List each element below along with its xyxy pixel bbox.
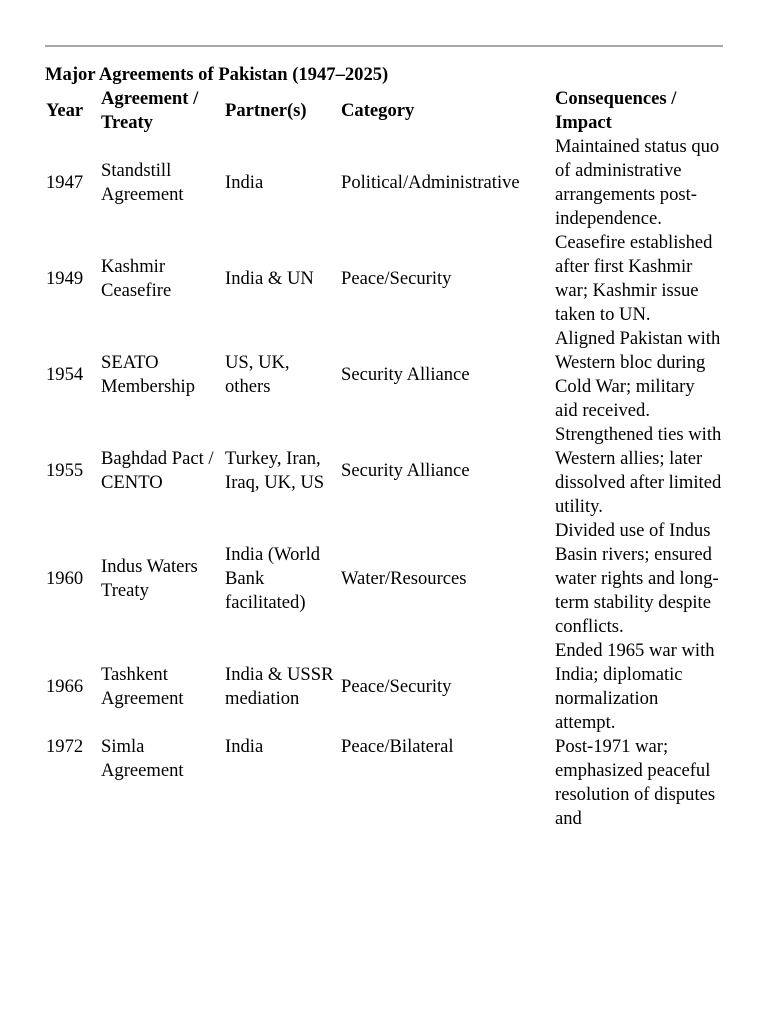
table-row (45, 135, 723, 231)
cell-category: Water/Resources (341, 568, 467, 589)
horizontal-rule (45, 45, 723, 47)
cell-impact: Divided use of Indus Basin rivers; ensured water rights and long-term stability despite conflicts. (555, 520, 719, 637)
column-header-impact: Consequences / Impact (555, 88, 677, 133)
column-header-partners: Partner(s) (225, 100, 307, 121)
table-row (45, 519, 723, 639)
cell-category: Political/Administrative (341, 172, 520, 193)
cell-partners: India (World Bank facilitated) (225, 544, 321, 613)
cell-agreement: Baghdad Pact / CENTO (101, 448, 214, 493)
table-row (45, 327, 723, 423)
cell-impact: Post-1971 war; emphasized peaceful resolution of disputes and (555, 736, 716, 829)
cell-category: Peace/Security (341, 676, 452, 697)
cell-year: 1960 (46, 568, 84, 589)
cell-impact: Maintained status quo of administrative arrangements post-independence. (555, 136, 720, 229)
table-row (45, 735, 723, 831)
cell-category: Peace/Security (341, 268, 452, 289)
table-row (45, 231, 723, 327)
cell-agreement: Standstill Agreement (101, 160, 184, 205)
cell-agreement: Kashmir Ceasefire (101, 256, 172, 301)
cell-year: 1972 (46, 736, 84, 757)
document-body (45, 63, 723, 831)
cell-agreement: SEATO Membership (101, 352, 195, 397)
cell-year: 1954 (46, 364, 84, 385)
cell-partners: India & USSR mediation (225, 664, 334, 709)
cell-category: Peace/Bilateral (341, 736, 454, 757)
cell-partners: India & UN (225, 268, 314, 289)
cell-year: 1966 (46, 676, 84, 697)
cell-agreement: Tashkent Agreement (101, 664, 184, 709)
column-header-year: Year (46, 100, 84, 121)
table-caption: Major Agreements of Pakistan (1947–2025) (45, 64, 389, 85)
cell-year: 1955 (46, 460, 84, 481)
cell-impact: Aligned Pakistan with Western bloc during Cold War; military aid received. (555, 328, 721, 421)
table-row (45, 639, 723, 735)
cell-impact: Ceasefire established after first Kashmir war; Kashmir issue taken to UN. (555, 232, 713, 325)
cell-partners: US, UK, others (225, 352, 290, 397)
cell-year: 1947 (46, 172, 84, 193)
cell-impact: Strengthened ties with Western allies; later dissolved after limited utility. (555, 424, 722, 517)
column-header-agreement: Agreement / Treaty (101, 88, 199, 133)
table-header-row (45, 87, 723, 135)
cell-agreement: Simla Agreement (101, 736, 184, 781)
cell-partners: India (225, 172, 264, 193)
cell-impact: Ended 1965 war with India; diplomatic normalization attempt. (555, 640, 715, 733)
cell-agreement: Indus Waters Treaty (101, 556, 198, 601)
cell-category: Security Alliance (341, 460, 470, 481)
agreements-table (45, 63, 723, 831)
column-header-category: Category (341, 100, 415, 121)
cell-category: Security Alliance (341, 364, 470, 385)
cell-year: 1949 (46, 268, 84, 289)
cell-partners: India (225, 736, 264, 757)
table-row (45, 423, 723, 519)
cell-partners: Turkey, Iran, Iraq, UK, US (225, 448, 325, 493)
